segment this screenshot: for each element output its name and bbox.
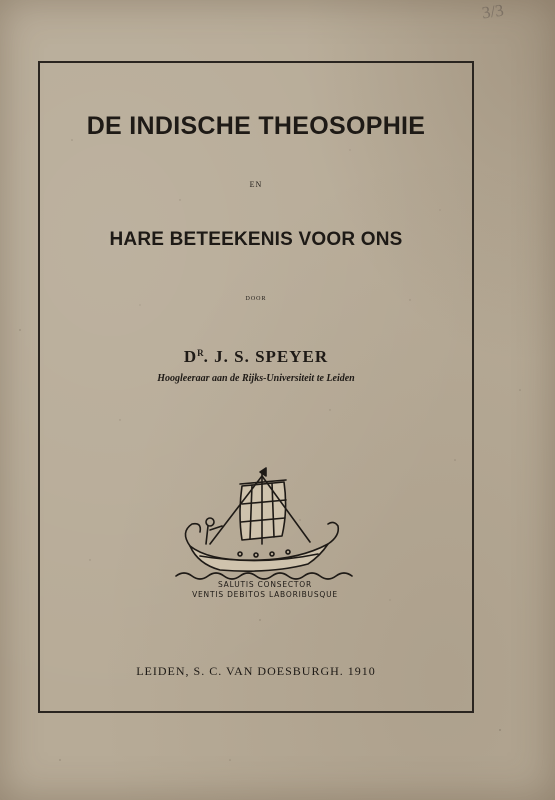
- pencil-mark: 3/3: [480, 0, 505, 23]
- title-line-2: HARE BETEEKENIS VOOR ONS: [109, 229, 403, 250]
- author-prefix: D: [183, 347, 198, 366]
- ruled-border-frame: [38, 61, 474, 713]
- title-line-1: DE INDISCHE THEOSOPHIE: [86, 112, 426, 140]
- conjunction-label: EN: [249, 180, 263, 189]
- device-motto-line-1: SALUTIS CONSECTOR: [217, 580, 313, 589]
- author-surname: . J. S. SPEYER: [203, 347, 329, 366]
- publisher-imprint: LEIDEN, S. C. VAN DOESBURGH. 1910: [136, 664, 376, 678]
- author-name: [38, 347, 474, 367]
- device-motto-line-2: VENTIS DEBITOS LABORIBUSQUE: [192, 590, 338, 599]
- publisher-ship-device-icon: [170, 466, 360, 601]
- author-affiliation: Hoogleeraar aan de Rijks-Universiteit te Leiden: [157, 373, 355, 384]
- by-label: DOOR: [245, 296, 267, 302]
- author-prefix-superscript: R: [197, 348, 204, 358]
